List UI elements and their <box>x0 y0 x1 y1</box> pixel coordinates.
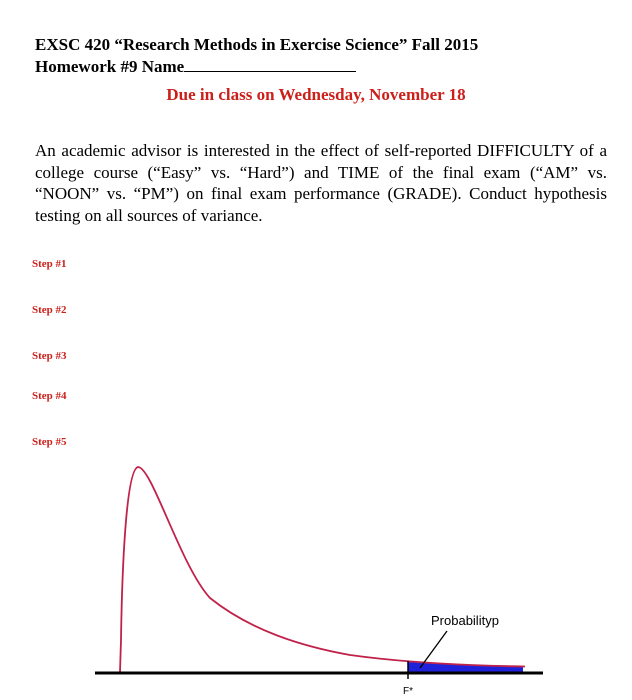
course-title: EXSC 420 “Research Methods in Exercise Science” Fall 2015 <box>35 35 479 54</box>
step-2-label: Step #2 <box>32 304 67 316</box>
due-date: Due in class on Wednesday, November 18 <box>166 85 466 104</box>
probability-label: Probabilityp <box>431 613 499 628</box>
homework-label: Homework #9 Name <box>35 57 185 76</box>
name-blank <box>184 56 356 72</box>
step-1-label: Step #1 <box>32 258 67 270</box>
f-distribution-curve <box>120 467 525 672</box>
critical-value-label: F* <box>403 686 413 697</box>
f-distribution-figure <box>0 450 632 700</box>
step-5-label: Step #5 <box>32 436 67 448</box>
step-4-label: Step #4 <box>32 390 67 402</box>
step-3-label: Step #3 <box>32 350 67 362</box>
homework-name-line <box>35 56 356 77</box>
problem-prompt: An academic advisor is interested in the effect of self-reported DIFFICULTY of a college course (“Easy” vs. “Hard”) and TIME of the final exam (“AM” vs. “NOON” vs. “PM”) on final exam performance (GRADE). Conduct hypothesis testing on all sources of variance. <box>35 141 607 225</box>
